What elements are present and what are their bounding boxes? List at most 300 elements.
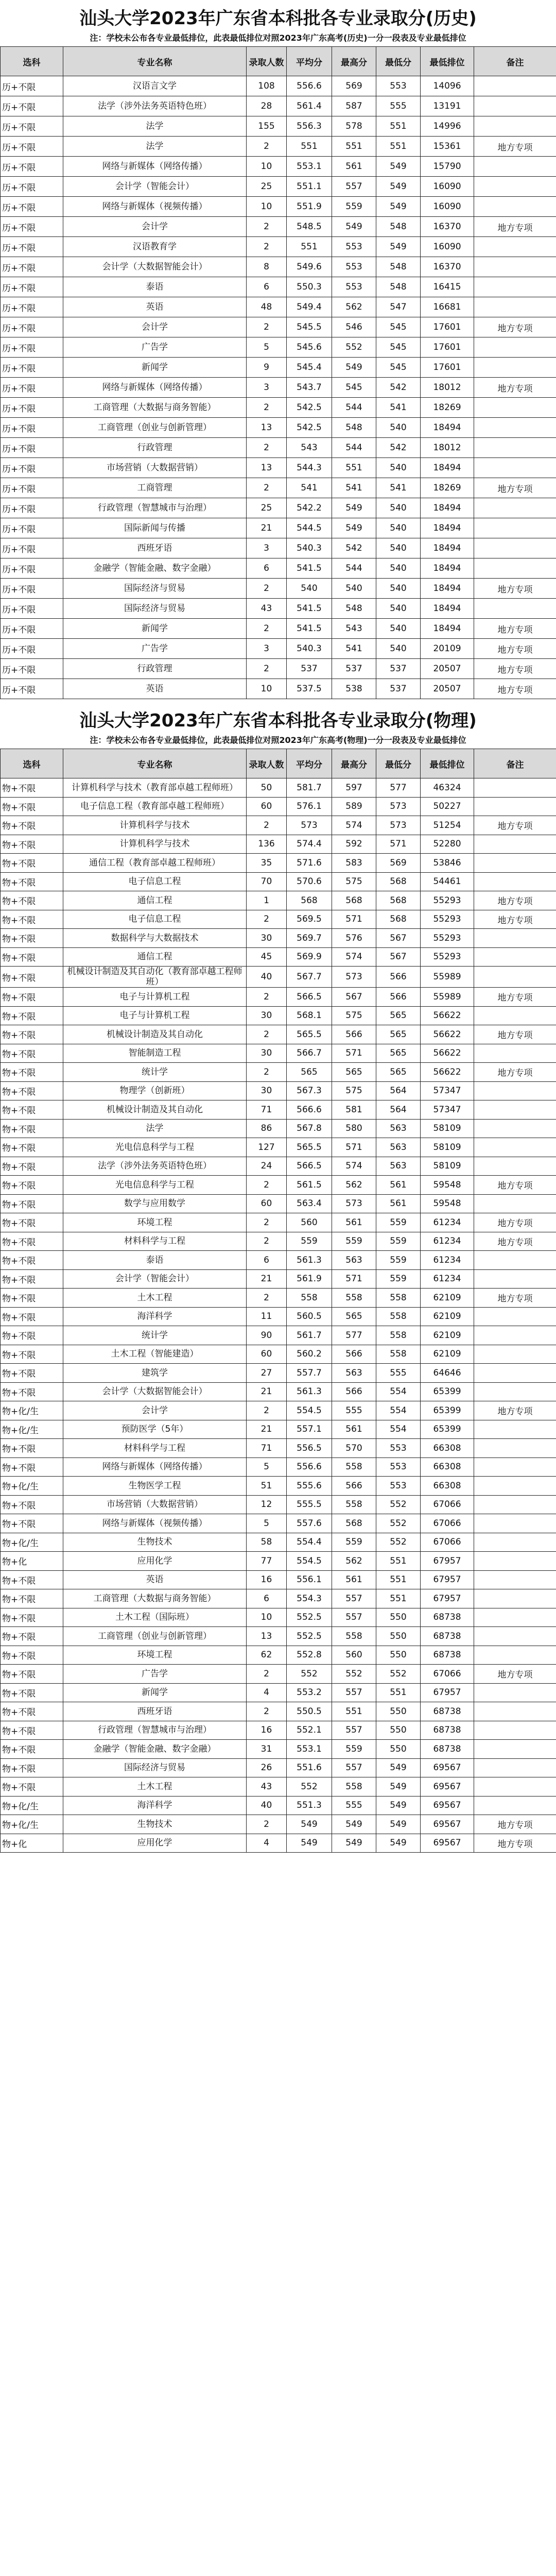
table-row [1,579,556,599]
cell-max: 548 [332,418,376,438]
table-row [1,835,556,854]
header-average: 平均分 [287,749,332,778]
cell-admitted: 12 [247,1495,287,1514]
header-remark: 备注 [474,749,556,778]
cell-major: 新闻学 [63,1683,247,1702]
cell-admitted: 2 [247,1232,287,1251]
cell-average: 552.8 [287,1646,332,1665]
cell-average: 563.4 [287,1194,332,1213]
cell-subject: 物+不限 [1,1721,63,1740]
cell-average: 576.1 [287,797,332,816]
cell-subject: 物+不限 [1,1758,63,1777]
cell-min: 566 [376,988,421,1007]
cell-average: 556.3 [287,116,332,137]
table-row [1,538,556,558]
cell-subject: 物+不限 [1,1176,63,1195]
cell-max: 551 [332,1702,376,1721]
cell-admitted: 58 [247,1533,287,1552]
table-row [1,438,556,458]
table-row [1,1364,556,1383]
cell-admitted: 10 [247,679,287,699]
cell-admitted: 2 [247,1665,287,1684]
cell-remark: 地方专项 [474,639,556,659]
cell-min: 551 [376,116,421,137]
cell-min-rank: 58109 [421,1119,474,1138]
cell-min-rank: 62109 [421,1307,474,1326]
cell-min: 558 [376,1345,421,1364]
cell-min-rank: 68738 [421,1740,474,1759]
cell-min-rank: 13191 [421,96,474,116]
history-title: 汕头大学2023年广东省本科批各专业录取分(历史) [79,8,477,29]
cell-min: 551 [376,1552,421,1571]
cell-min-rank: 61234 [421,1269,474,1289]
cell-remark [474,438,556,458]
table-row [1,217,556,237]
cell-average: 566.5 [287,1157,332,1176]
cell-remark [474,1326,556,1345]
cell-average: 561.5 [287,1176,332,1195]
cell-max: 571 [332,910,376,929]
cell-remark: 地方专项 [474,816,556,835]
cell-max: 575 [332,1081,376,1100]
cell-remark [474,1251,556,1270]
cell-max: 548 [332,599,376,619]
cell-average: 541 [287,478,332,498]
cell-average: 570.6 [287,872,332,891]
cell-max: 562 [332,297,376,317]
cell-subject: 历+不限 [1,558,63,579]
cell-subject: 历+不限 [1,337,63,358]
table-row [1,1194,556,1213]
cell-min-rank: 51254 [421,816,474,835]
cell-min: 563 [376,1119,421,1138]
cell-min: 558 [376,1289,421,1308]
cell-major: 会计学（大数据智能会计） [63,257,247,277]
cell-remark [474,599,556,619]
cell-min-rank: 62109 [421,1326,474,1345]
cell-average: 543.7 [287,378,332,398]
cell-min-rank: 18012 [421,378,474,398]
cell-major: 机械设计制造及其自动化（教育部卓越工程师班） [63,967,247,988]
cell-min: 553 [376,76,421,96]
cell-remark: 地方专项 [474,1025,556,1044]
table-row [1,558,556,579]
table-row [1,1740,556,1759]
cell-remark [474,1477,556,1496]
cell-max: 544 [332,558,376,579]
cell-subject: 物+不限 [1,1044,63,1063]
cell-admitted: 24 [247,1157,287,1176]
cell-admitted: 90 [247,1326,287,1345]
cell-subject: 历+不限 [1,177,63,197]
cell-major: 汉语言文学 [63,76,247,96]
cell-remark [474,1552,556,1571]
cell-major: 广告学 [63,639,247,659]
cell-max: 561 [332,1420,376,1439]
table-row [1,1834,556,1853]
cell-admitted: 2 [247,1213,287,1232]
cell-max: 567 [332,988,376,1007]
cell-min: 554 [376,1382,421,1401]
cell-subject: 物+不限 [1,1345,63,1364]
cell-remark [474,337,556,358]
table-row [1,1458,556,1477]
cell-max: 557 [332,1608,376,1627]
cell-average: 561.3 [287,1251,332,1270]
physics-body [1,778,556,1853]
cell-subject: 历+不限 [1,438,63,458]
cell-major: 会计学（智能会计） [63,177,247,197]
history-table [0,46,556,699]
cell-min: 558 [376,1307,421,1326]
cell-average: 541.5 [287,558,332,579]
cell-major: 法学 [63,116,247,137]
cell-average: 542.5 [287,418,332,438]
cell-average: 542.2 [287,498,332,518]
cell-major: 电子与计算机工程 [63,1006,247,1025]
cell-subject: 物+不限 [1,872,63,891]
cell-admitted: 40 [247,1796,287,1815]
cell-major: 市场营销（大数据营销） [63,458,247,478]
cell-subject: 历+不限 [1,157,63,177]
cell-min-rank: 66308 [421,1458,474,1477]
cell-max: 559 [332,197,376,217]
table-row [1,1420,556,1439]
table-row [1,498,556,518]
cell-subject: 物+不限 [1,1646,63,1665]
cell-average: 548.5 [287,217,332,237]
cell-min-rank: 16090 [421,237,474,257]
cell-min-rank: 54461 [421,872,474,891]
cell-min-rank: 18494 [421,538,474,558]
cell-min-rank: 68738 [421,1608,474,1627]
cell-subject: 物+不限 [1,1439,63,1458]
header-min-rank: 最低排位 [421,749,474,778]
cell-min-rank: 20109 [421,639,474,659]
cell-max: 544 [332,438,376,458]
cell-subject: 物+不限 [1,854,63,873]
cell-major: 会计学 [63,1401,247,1420]
cell-average: 552.5 [287,1627,332,1646]
cell-max: 562 [332,1176,376,1195]
cell-average: 537 [287,659,332,679]
table-row [1,358,556,378]
cell-subject: 物+不限 [1,778,63,798]
cell-admitted: 21 [247,518,287,538]
table-row [1,1345,556,1364]
table-row [1,1269,556,1289]
cell-remark [474,1646,556,1665]
cell-subject: 物+不限 [1,1213,63,1232]
cell-min: 540 [376,558,421,579]
cell-remark [474,1044,556,1063]
cell-admitted: 2 [247,1176,287,1195]
cell-max: 543 [332,619,376,639]
cell-max: 540 [332,579,376,599]
cell-subject: 物+不限 [1,967,63,988]
table-row [1,910,556,929]
table-row [1,418,556,438]
cell-min-rank: 16370 [421,217,474,237]
cell-subject: 历+不限 [1,76,63,96]
cell-min: 551 [376,1683,421,1702]
cell-average: 554.4 [287,1533,332,1552]
cell-min: 566 [376,967,421,988]
cell-remark [474,1458,556,1477]
table-row [1,518,556,538]
cell-min: 558 [376,1326,421,1345]
cell-average: 566.7 [287,1044,332,1063]
cell-average: 552 [287,1777,332,1797]
cell-max: 559 [332,1533,376,1552]
cell-subject: 物+化/生 [1,1420,63,1439]
cell-max: 583 [332,854,376,873]
table-row [1,177,556,197]
cell-min-rank: 17601 [421,358,474,378]
cell-admitted: 43 [247,1777,287,1797]
cell-subject: 物+不限 [1,988,63,1007]
cell-admitted: 60 [247,1345,287,1364]
cell-subject: 物+不限 [1,1289,63,1308]
cell-max: 538 [332,679,376,699]
cell-average: 551.9 [287,197,332,217]
cell-max: 566 [332,1025,376,1044]
cell-min: 545 [376,337,421,358]
cell-max: 541 [332,639,376,659]
cell-max: 574 [332,947,376,967]
cell-min: 577 [376,778,421,798]
cell-min-rank: 55293 [421,929,474,948]
cell-remark: 地方专项 [474,988,556,1007]
cell-major: 西班牙语 [63,538,247,558]
cell-min: 548 [376,257,421,277]
history-body [1,76,556,699]
cell-major: 工商管理（大数据与商务智能） [63,1589,247,1608]
cell-average: 551.1 [287,177,332,197]
cell-major: 应用化学 [63,1834,247,1853]
cell-remark: 地方专项 [474,1176,556,1195]
cell-admitted: 10 [247,157,287,177]
cell-min-rank: 18494 [421,619,474,639]
cell-average: 568.1 [287,1006,332,1025]
cell-min-rank: 17601 [421,317,474,337]
cell-min-rank: 20507 [421,659,474,679]
cell-min-rank: 58109 [421,1138,474,1157]
cell-min: 549 [376,1777,421,1797]
physics-title: 汕头大学2023年广东省本科批各专业录取分(物理) [79,710,477,731]
cell-major: 电子信息工程（教育部卓越工程师班） [63,797,247,816]
cell-admitted: 8 [247,257,287,277]
cell-admitted: 108 [247,76,287,96]
cell-min: 559 [376,1232,421,1251]
table-row [1,1608,556,1627]
cell-remark: 地方专项 [474,137,556,157]
cell-subject: 物+不限 [1,816,63,835]
table-row [1,659,556,679]
cell-admitted: 70 [247,872,287,891]
cell-min: 550 [376,1740,421,1759]
cell-min: 541 [376,398,421,418]
cell-min-rank: 18269 [421,478,474,498]
cell-admitted: 2 [247,478,287,498]
cell-min: 561 [376,1194,421,1213]
cell-subject: 历+不限 [1,639,63,659]
table-row [1,1477,556,1496]
cell-admitted: 5 [247,337,287,358]
cell-subject: 物+化/生 [1,1796,63,1815]
cell-min: 568 [376,891,421,910]
table-row [1,1533,556,1552]
cell-min: 554 [376,1420,421,1439]
physics-header-row [1,749,556,778]
cell-average: 550.5 [287,1702,332,1721]
cell-remark [474,1269,556,1289]
cell-min: 549 [376,237,421,257]
cell-admitted: 11 [247,1307,287,1326]
cell-average: 545.4 [287,358,332,378]
table-row [1,1006,556,1025]
cell-min: 550 [376,1721,421,1740]
cell-min: 540 [376,639,421,659]
cell-min-rank: 68738 [421,1646,474,1665]
cell-subject: 物+不限 [1,1740,63,1759]
cell-min-rank: 57347 [421,1100,474,1120]
cell-remark [474,1157,556,1176]
cell-major: 广告学 [63,337,247,358]
table-row [1,1552,556,1571]
cell-remark [474,1740,556,1759]
cell-average: 557.1 [287,1420,332,1439]
cell-major: 国际经济与贸易 [63,599,247,619]
cell-average: 537.5 [287,679,332,699]
cell-min: 549 [376,197,421,217]
table-row [1,257,556,277]
cell-major: 工商管理（创业与创新管理） [63,418,247,438]
cell-subject: 物+化/生 [1,1401,63,1420]
cell-min: 540 [376,458,421,478]
cell-max: 552 [332,337,376,358]
table-row [1,297,556,317]
cell-major: 新闻学 [63,358,247,378]
cell-max: 558 [332,1458,376,1477]
cell-min: 552 [376,1533,421,1552]
cell-average: 567.7 [287,967,332,988]
cell-subject: 物+不限 [1,1458,63,1477]
cell-admitted: 40 [247,967,287,988]
table-row [1,1213,556,1232]
table-row [1,1307,556,1326]
cell-remark [474,1533,556,1552]
table-row [1,778,556,798]
header-remark: 备注 [474,47,556,76]
cell-subject: 历+不限 [1,619,63,639]
cell-min: 573 [376,797,421,816]
cell-min-rank: 18494 [421,458,474,478]
cell-max: 563 [332,1251,376,1270]
cell-major: 网络与新媒体（网络传播） [63,378,247,398]
cell-min: 569 [376,854,421,873]
header-min: 最低分 [376,47,421,76]
cell-major: 土木工程 [63,1777,247,1797]
cell-subject: 物+不限 [1,1514,63,1533]
cell-admitted: 21 [247,1382,287,1401]
cell-max: 573 [332,1194,376,1213]
cell-average: 545.5 [287,317,332,337]
cell-average: 544.3 [287,458,332,478]
cell-max: 558 [332,1627,376,1646]
cell-major: 会计学 [63,217,247,237]
cell-remark: 地方专项 [474,1063,556,1082]
cell-major: 工商管理（创业与创新管理） [63,1627,247,1646]
cell-major: 行政管理 [63,659,247,679]
cell-min-rank: 56622 [421,1025,474,1044]
table-row [1,1138,556,1157]
cell-subject: 物+不限 [1,1627,63,1646]
table-row [1,1758,556,1777]
cell-admitted: 2 [247,217,287,237]
table-row [1,1232,556,1251]
cell-average: 561.3 [287,1382,332,1401]
cell-min-rank: 69567 [421,1758,474,1777]
cell-min-rank: 55293 [421,910,474,929]
cell-remark: 地方专项 [474,317,556,337]
cell-max: 571 [332,1269,376,1289]
cell-admitted: 2 [247,579,287,599]
cell-subject: 物+不限 [1,1307,63,1326]
cell-max: 553 [332,237,376,257]
cell-max: 578 [332,116,376,137]
cell-min-rank: 67066 [421,1514,474,1533]
cell-min: 552 [376,1495,421,1514]
cell-major: 法学（涉外法务英语特色班） [63,1157,247,1176]
cell-max: 571 [332,1138,376,1157]
cell-admitted: 25 [247,498,287,518]
cell-min: 552 [376,1665,421,1684]
cell-min-rank: 14996 [421,116,474,137]
cell-major: 土木工程（智能建造） [63,1345,247,1364]
cell-subject: 物+不限 [1,1269,63,1289]
cell-remark [474,76,556,96]
cell-major: 数据科学与大数据技术 [63,929,247,948]
cell-subject: 物+不限 [1,1251,63,1270]
header-major: 专业名称 [63,749,247,778]
cell-min-rank: 16090 [421,177,474,197]
cell-max: 568 [332,1514,376,1533]
cell-average: 558 [287,1289,332,1308]
cell-remark: 地方专项 [474,910,556,929]
cell-remark [474,1194,556,1213]
table-row [1,967,556,988]
cell-max: 561 [332,1213,376,1232]
table-row [1,116,556,137]
history-header-row [1,47,556,76]
cell-min: 540 [376,619,421,639]
cell-average: 556.1 [287,1570,332,1589]
cell-average: 566.6 [287,1100,332,1120]
cell-min-rank: 56622 [421,1006,474,1025]
table-row [1,1025,556,1044]
history-section [0,0,556,699]
cell-admitted: 136 [247,835,287,854]
cell-remark [474,197,556,217]
cell-admitted: 31 [247,1740,287,1759]
cell-max: 553 [332,257,376,277]
cell-major: 网络与新媒体（网络传播） [63,157,247,177]
cell-max: 563 [332,1364,376,1383]
cell-remark [474,96,556,116]
cell-remark [474,1796,556,1815]
table-row [1,1570,556,1589]
